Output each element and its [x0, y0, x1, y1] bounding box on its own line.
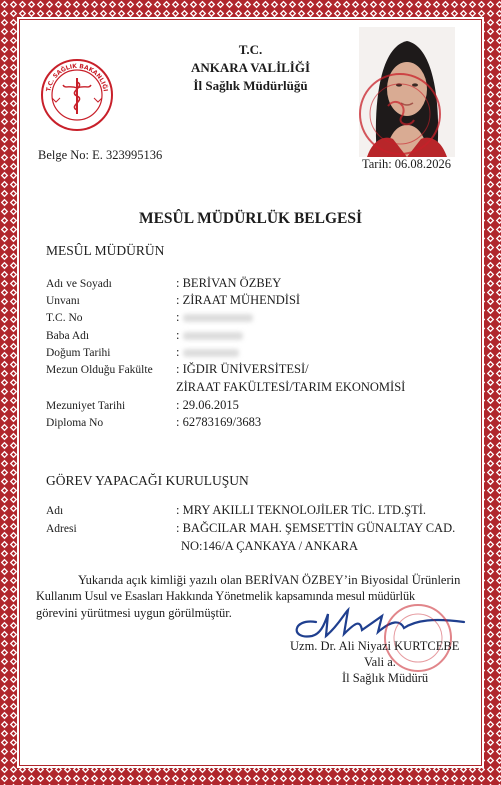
field-value-diploma: : 62783169/3683 — [176, 415, 262, 429]
field-value-address-line2: NO:146/A ÇANKAYA / ANKARA — [181, 539, 358, 553]
document-number: Belge No: E. 323995136 — [38, 148, 163, 162]
field-label-address: Adresi — [46, 523, 77, 535]
body-text-line1: Yukarıda açık kimliği yazılı olan BERİVAN ÖZBEY’in Biyosidal Ürünlerin — [78, 573, 461, 587]
header-line-valilik: ANKARA VALİLİĞİ — [190, 60, 311, 75]
field-label-tc-no: T.C. No — [46, 312, 83, 324]
field-value-name: : BERİVAN ÖZBEY — [176, 276, 282, 290]
signatory-title-line1: Vali a. — [364, 655, 396, 669]
field-label-org-name: Adı — [46, 505, 64, 517]
section-heading-manager: MESÛL MÜDÜRÜN — [46, 243, 165, 258]
logo-lettering: T.C. SAĞLIK BAKANLIĞI — [45, 62, 109, 93]
field-label-name: Adı ve Soyadı — [46, 278, 112, 290]
redacted-value — [183, 332, 243, 340]
signatory-name: Uzm. Dr. Ali Niyazi KURTCEBE — [290, 639, 460, 653]
field-label-grad-date: Mezuniyet Tarihi — [46, 400, 126, 412]
signatory-title-line2: İl Sağlık Müdürü — [342, 671, 429, 685]
header-line-mudurluk: İl Sağlık Müdürlüğü — [193, 78, 308, 93]
document-date: Tarih: 06.08.2026 — [362, 157, 452, 171]
field-value-address-line1: : BAĞCILAR MAH. ŞEMSETTİN GÜNALTAY CAD. — [176, 521, 456, 535]
field-label-father: Baba Adı — [46, 330, 90, 342]
redacted-value — [183, 314, 253, 322]
field-value-org-name: : MRY AKILLI TEKNOLOJİLER TİC. LTD.ŞTİ. — [176, 503, 426, 517]
field-value-father: : — [176, 328, 243, 343]
document-title: MESÛL MÜDÜRLÜK BELGESİ — [138, 210, 363, 227]
field-label-title: Unvanı — [46, 295, 80, 307]
field-label-faculty: Mezun Olduğu Fakülte — [46, 364, 153, 376]
field-value-faculty-line2: ZİRAAT FAKÜLTESİ/TARIM EKONOMİSİ — [176, 380, 406, 394]
stamp-mark — [352, 66, 448, 162]
body-text-line3: görevini yürütmesi uygun görülmüştür. — [36, 606, 232, 620]
field-value-faculty-line1: : IĞDIR ÜNİVERSİTESİ/ — [176, 362, 309, 376]
header-line-tc: T.C. — [238, 42, 263, 57]
field-value-birth-date: : — [176, 345, 239, 360]
body-text-line2: Kullanım Usul ve Esasları Hakkında Yönetmelik kapsamında mesul müdürlük — [36, 589, 416, 603]
field-value-title: : ZİRAAT MÜHENDİSİ — [176, 293, 301, 307]
section-heading-organization: GÖREV YAPACAĞI KURULUŞUN — [46, 473, 249, 488]
field-value-tc-no: : — [176, 310, 253, 325]
field-label-diploma: Diploma No — [46, 417, 104, 429]
redacted-value — [183, 349, 239, 357]
field-value-grad-date: : 29.06.2015 — [176, 398, 239, 412]
field-label-birth-date: Doğum Tarihi — [46, 347, 111, 359]
